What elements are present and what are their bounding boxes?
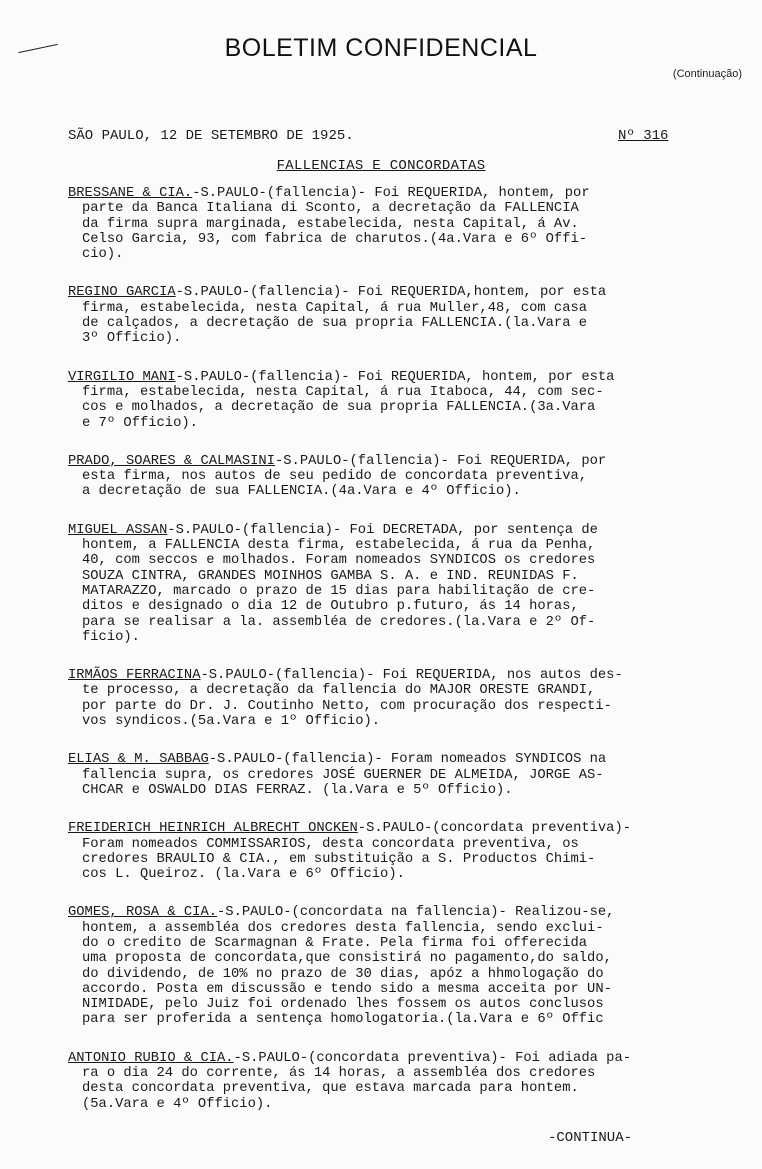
entry-line: de calçados, a decretação de sua propria FALLENCIA.(la.Vara e xyxy=(82,316,588,332)
entry-line: hontem, a assembléa dos credores desta fallencia, sendo exclui- xyxy=(82,920,604,936)
entry-name: PRADO, SOARES & CALMASINI xyxy=(68,453,275,469)
entry-first-line: -S.PAULO-(concordata preventiva)- Foi adiada pa- xyxy=(233,1050,632,1066)
entry-first-line: -S.PAULO-(fallencia)- Foram nomeados SYNDICOS na xyxy=(208,752,607,768)
entry-name: IRMÃOS FERRACINA xyxy=(68,668,201,684)
entry-line: (5a.Vara e 4º Officio). xyxy=(82,1096,273,1112)
entry-line: cos L. Queiroz. (la.Vara e 6º Officio). xyxy=(82,867,405,883)
entry-virgilio-mani xyxy=(68,370,738,431)
entry-antonio-rubio xyxy=(68,1051,738,1112)
entry-first-line: -S.PAULO-(concordata na fallencia)- Realizou-se, xyxy=(217,905,615,921)
entry-name: FREIDERICH HEINRICH ALBRECHT ONCKEN xyxy=(68,821,358,837)
entry-first-line: -S.PAULO-(fallencia)- Foi DECRETADA, por sentença de xyxy=(167,522,598,538)
entry-name: GOMES, ROSA & CIA. xyxy=(68,905,218,921)
entry-irmaos-ferracina xyxy=(68,668,738,729)
entry-line: ra o dia 24 do corrente, ás 14 horas, a assembléa dos credores xyxy=(82,1066,596,1082)
entry-line: Foram nomeados COMMISSARIOS, desta concordata preventiva, os xyxy=(82,836,579,852)
entry-line: parte da Banca Italiana di Sconto, a decretação da FALLENCIA xyxy=(82,201,579,217)
continuation-label: (Continuação) xyxy=(672,68,742,80)
entry-miguel-assan xyxy=(68,523,738,645)
section-title: FALLENCIAS E CONCORDATAS xyxy=(276,158,486,174)
entry-line: da firma supra marginada, estabelecida, nesta Capital, á Av. xyxy=(82,216,579,232)
entry-line: a decretação de sua FALLENCIA.(4a.Vara e 4º Officio). xyxy=(82,484,521,500)
entry-name: ELIAS & M. SABBAG xyxy=(68,752,209,768)
entry-name: REGINO GARCIA xyxy=(68,285,176,301)
entry-line: credores BRAULIO & CIA., em substituição a S. Productos Chimi- xyxy=(82,851,596,867)
entry-first-line: -S.PAULO-(fallencia)- Foi REQUERIDA, hontem, por esta xyxy=(175,369,615,385)
entry-line: CHCAR e OSWALDO DIAS FERRAZ. (la.Vara e 5º Officio). xyxy=(82,782,513,798)
entry-line: NIMIDADE, pelo Juiz foi ordenado lhes fossem os autos conclusos xyxy=(82,997,604,1013)
entry-elias-sabbag xyxy=(68,752,738,798)
entry-line: fallencia supra, os credores JOSÉ GUERNER DE ALMEIDA, JORGE AS- xyxy=(82,767,604,783)
entry-line: ditos e designado o dia 12 de Outubro p.futuro, ás 14 horas, xyxy=(82,599,579,615)
entry-line: e 7º Officio). xyxy=(82,415,198,431)
continua-footer: -CONTINUA- xyxy=(548,1130,633,1146)
entry-line: vos syndicos.(5a.Vara e 1º Officio). xyxy=(82,714,381,730)
entry-first-line: -S.PAULO-(concordata preventiva)- xyxy=(357,821,632,837)
entry-oncken xyxy=(68,821,738,882)
entry-line: para se realisar a la. assembléa de credores.(la.Vara e 2º Of- xyxy=(82,614,596,630)
entry-line: firma, estabelecida, nesta Capital, á rua Muller,48, com casa xyxy=(82,300,588,316)
entry-first-line: -S.PAULO-(fallencia)- Foi REQUERIDA, por xyxy=(275,453,607,469)
entry-regino-garcia xyxy=(68,285,738,346)
entry-line: Celso Garcia, 93, com fabrica de charutos.(4a.Vara e 6º Offi- xyxy=(82,231,588,247)
entry-prado-soares xyxy=(68,454,738,500)
entry-line: MATARAZZO, marcado o prazo de 15 dias para habilitação de cre- xyxy=(82,583,596,599)
entry-line: cio). xyxy=(82,247,124,263)
entry-name: BRESSANE & CIA. xyxy=(68,186,193,201)
dateline: SÃO PAULO, 12 DE SETEMBRO DE 1925. xyxy=(68,128,354,144)
entries-list xyxy=(68,186,738,1135)
entry-line: firma, estabelecida, nesta Capital, á rua Itaboca, 44, com sec- xyxy=(82,384,604,400)
entry-first-line: -S.PAULO-(fallencia)- Foi REQUERIDA,hontem, por esta xyxy=(175,285,607,301)
entry-line: te processo, a decretação da fallencia do MAJOR ORESTE GRANDI, xyxy=(82,683,596,699)
entry-line: para ser proferida a sentença homologatoria.(la.Vara e 6º Offic xyxy=(82,1012,604,1028)
entry-name: ANTONIO RUBIO & CIA. xyxy=(68,1050,234,1066)
entry-line: desta concordata preventiva, que estava marcada para hontem. xyxy=(82,1081,579,1097)
entry-first-line: -S.PAULO-(fallencia)- Foi REQUERIDA, nos autos des- xyxy=(200,668,623,684)
entry-line: hontem, a FALLENCIA desta firma, estabelecida, á rua da Penha, xyxy=(82,538,596,554)
entry-line: uma proposta de concordata,que consistirá no pagamento,do saldo, xyxy=(82,951,612,967)
bulletin-title: BOLETIM CONFIDENCIAL xyxy=(224,34,538,62)
entry-line: SOUZA CINTRA, GRANDES MOINHOS GAMBA S. A. e IND. REUNIDAS F. xyxy=(82,568,579,584)
entry-first-line: -S.PAULO-(fallencia)- Foi REQUERIDA, hontem, por xyxy=(192,186,590,201)
bulletin-number: Nº 316 xyxy=(618,128,669,144)
entry-line: accordo. Posta em discussão e tendo sido a mesma acceita por UN- xyxy=(82,981,612,997)
entry-line: esta firma, nos autos de seu pedido de concordata preventiva, xyxy=(82,469,588,485)
entry-gomes-rosa xyxy=(68,905,738,1027)
entry-line: ficio). xyxy=(82,629,140,645)
entry-line: cos e molhados, a decretação de sua propria FALLENCIA.(3a.Vara xyxy=(82,400,596,416)
entry-name: VIRGILIO MANI xyxy=(68,369,176,385)
entry-bressane xyxy=(68,186,738,262)
entry-line: por parte do Dr. J. Coutinho Netto, com procuração dos respecti- xyxy=(82,698,612,714)
entry-line: 3º Officio). xyxy=(82,331,182,347)
entry-line: do o credito de Scarmagnan & Frate. Pela firma foi offerecida xyxy=(82,935,588,951)
entry-line: 40, com seccos e molhados. Foram nomeados SYNDICOS os credores xyxy=(82,553,596,569)
entry-name: MIGUEL ASSAN xyxy=(68,522,168,538)
entry-line: do dividendo, de 10% no prazo de 30 dias, apóz a hhmologação do xyxy=(82,966,604,982)
